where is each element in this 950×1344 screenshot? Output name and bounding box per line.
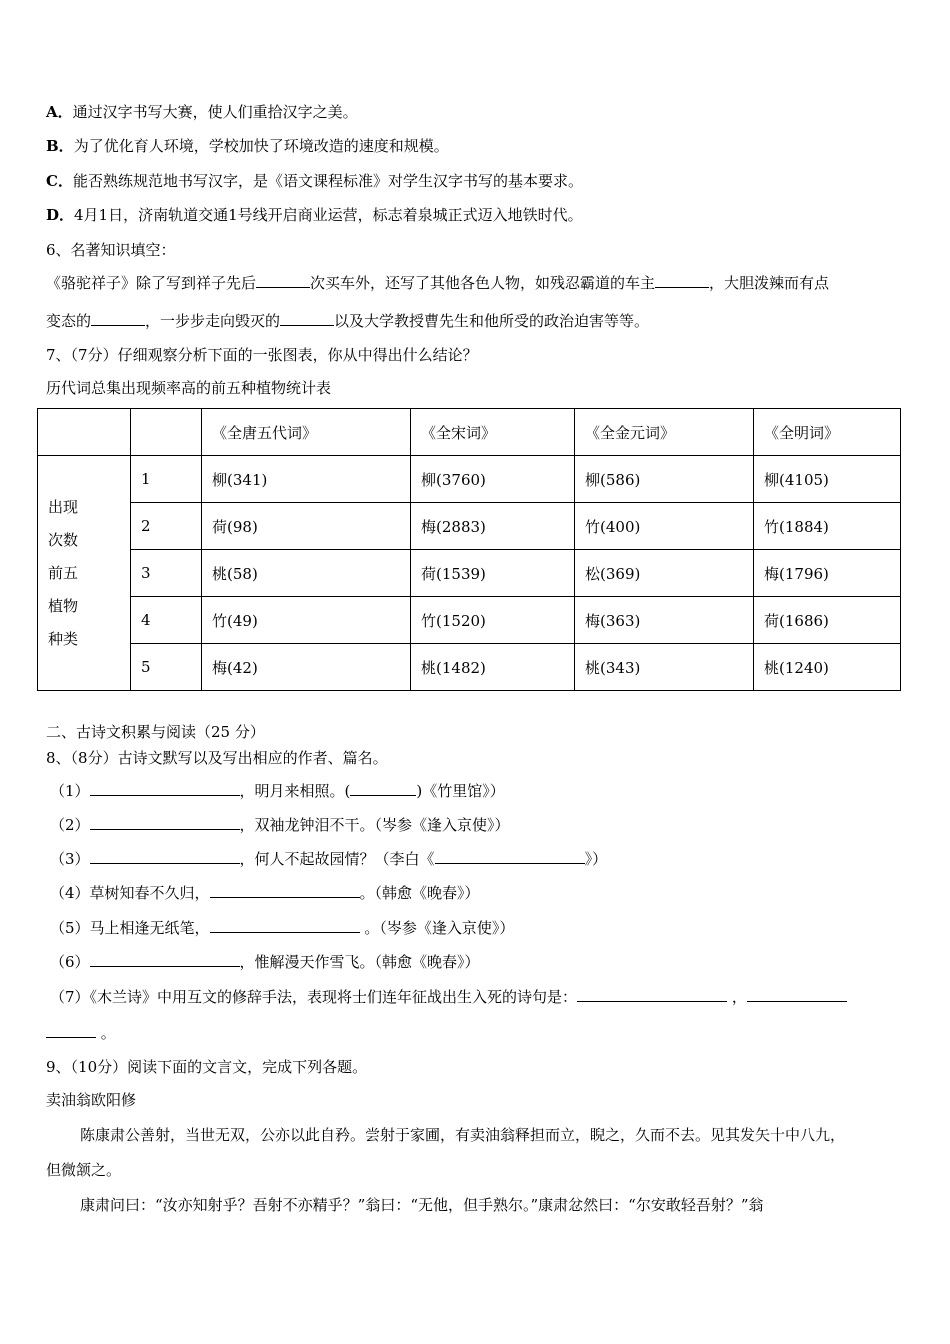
cell: 2 — [131, 503, 202, 550]
cell: 3 — [131, 550, 202, 597]
cell: 桃(1240) — [754, 644, 901, 691]
q6-line1 — [46, 273, 829, 293]
table-row — [38, 550, 901, 597]
blank[interactable] — [90, 849, 240, 864]
text: ，明月来相照。( — [239, 782, 351, 800]
side-text: 植物 — [48, 596, 79, 615]
cell: 梅(2883) — [411, 503, 575, 550]
text: 次买车外，还写了其他各色人物，如残忍霸道的车主 — [310, 274, 656, 292]
option-text: 能否熟练规范地书写汉字，是《语文课程标准》对学生汉字书写的基本要求。 — [72, 172, 583, 190]
text: 。（岑参《逢入京使》） — [359, 919, 515, 937]
item-number: （7）《木兰诗》中用互文的修辞手法，表现将士们连年征战出生入死的诗句是： — [50, 988, 578, 1006]
side-text: 出现 — [48, 497, 79, 516]
text: 以及大学教授曹先生和他所受的政治迫害等等。 — [334, 312, 650, 330]
item-number: （2） — [50, 816, 90, 834]
cell: 竹(49) — [202, 597, 411, 644]
blank[interactable] — [577, 987, 727, 1002]
header-cell — [131, 409, 202, 456]
cell: 竹(400) — [575, 503, 754, 550]
text: 。（韩愈《晚春》） — [359, 884, 480, 902]
cell: 竹(1884) — [754, 503, 901, 550]
q6-line2 — [46, 311, 649, 331]
cell: 桃(58) — [202, 550, 411, 597]
option-label: D． — [46, 206, 75, 224]
text: ，何人不起故园情？（李白《 — [239, 850, 435, 868]
blank[interactable] — [350, 781, 416, 796]
blank[interactable] — [90, 952, 240, 967]
q8-item-1 — [50, 781, 505, 801]
cell: 荷(98) — [202, 503, 411, 550]
item-number: （1） — [50, 782, 90, 800]
q8-item-5 — [50, 918, 514, 938]
passage-paragraph-cont: 但微颔之。 — [46, 1161, 122, 1179]
option-label: A． — [46, 103, 73, 121]
q8-title: 8、（8分）古诗文默写以及写出相应的作者、篇名。 — [46, 749, 388, 767]
item-number: （5）马上相逢无纸笔， — [50, 919, 210, 937]
passage-title: 卖油翁欧阳修 — [46, 1091, 137, 1109]
side-text: 种类 — [48, 629, 79, 648]
text: 变态的 — [46, 312, 92, 330]
option-d — [46, 205, 583, 225]
text: ，大胆泼辣而有点 — [709, 274, 830, 292]
passage-paragraph: 康肃问曰：“汝亦知射乎？吾射不亦精乎？”翁曰：“无他，但手熟尔。”康肃忿然曰：“尔安敢轻吾射？”翁 — [80, 1196, 764, 1214]
cell: 松(369) — [575, 550, 754, 597]
header-cell — [38, 409, 131, 456]
option-label: C． — [46, 172, 73, 190]
cell: 柳(3760) — [411, 456, 575, 503]
q8-item-7-cont — [46, 1023, 116, 1043]
cell: 梅(42) — [202, 644, 411, 691]
blank[interactable] — [256, 273, 310, 288]
text: 。 — [96, 1024, 116, 1042]
cell: 梅(363) — [575, 597, 754, 644]
cell: 桃(1482) — [411, 644, 575, 691]
table-row — [38, 456, 901, 503]
q8-item-3 — [50, 849, 607, 869]
text: )《竹里馆》） — [416, 782, 505, 800]
header-cell: 《全唐五代词》 — [202, 409, 411, 456]
item-number: （4）草树知春不久归， — [50, 884, 210, 902]
blank[interactable] — [91, 311, 145, 326]
cell: 柳(586) — [575, 456, 754, 503]
passage-paragraph: 陈康肃公善射，当世无双，公亦以此自矜。尝射于家圃，有卖油翁释担而立，睨之，久而不去。见其发矢十中八九， — [80, 1126, 846, 1144]
q8-item-4 — [50, 883, 480, 903]
text: 》） — [584, 850, 608, 868]
option-c — [46, 171, 583, 191]
plant-stats-table — [37, 408, 901, 691]
cell: 荷(1686) — [754, 597, 901, 644]
side-text: 前五 — [48, 563, 79, 582]
cell: 竹(1520) — [411, 597, 575, 644]
option-a — [46, 102, 358, 122]
option-label: B． — [46, 137, 74, 155]
blank[interactable] — [46, 1023, 96, 1038]
header-cell: 《全金元词》 — [575, 409, 754, 456]
q8-item-6 — [50, 952, 480, 972]
blank[interactable] — [655, 273, 709, 288]
blank[interactable] — [435, 849, 585, 864]
table-row — [38, 597, 901, 644]
cell: 柳(4105) — [754, 456, 901, 503]
cell: 1 — [131, 456, 202, 503]
cell: 荷(1539) — [411, 550, 575, 597]
cell: 5 — [131, 644, 202, 691]
cell: 梅(1796) — [754, 550, 901, 597]
blank[interactable] — [210, 883, 360, 898]
option-b — [46, 136, 449, 156]
cell: 桃(343) — [575, 644, 754, 691]
text: ，一步步走向毁灭的 — [145, 312, 281, 330]
text: 《骆驼祥子》除了写到祥子先后 — [46, 274, 257, 292]
q7-title: 7、（7分）仔细观察分析下面的一张图表，你从中得出什么结论？ — [46, 346, 478, 364]
q8-item-2 — [50, 815, 510, 835]
q6-title: 6、名著知识填空： — [46, 241, 176, 259]
option-text: 4月1日，济南轨道交通1号线开启商业运营，标志着泉城正式迈入地铁时代。 — [74, 206, 583, 224]
option-text: 为了优化育人环境，学校加快了环境改造的速度和规模。 — [73, 137, 449, 155]
text: ，双袖龙钟泪不干。（岑参《逢入京使》） — [239, 816, 510, 834]
q9-title: 9、（10分）阅读下面的文言文，完成下列各题。 — [46, 1058, 368, 1076]
side-text: 次数 — [48, 530, 79, 549]
table-header-row — [38, 409, 901, 456]
section-2-heading: 二、古诗文积累与阅读（25 分） — [46, 723, 265, 741]
blank[interactable] — [90, 815, 240, 830]
table-title: 历代词总集出现频率高的前五种植物统计表 — [46, 379, 332, 397]
cell: 4 — [131, 597, 202, 644]
side-label — [38, 456, 131, 691]
text: ， — [727, 988, 747, 1006]
blank[interactable] — [280, 311, 334, 326]
table-row — [38, 644, 901, 691]
q8-item-7 — [50, 987, 847, 1007]
item-number: （6） — [50, 953, 90, 971]
option-text: 通过汉字书写大赛，使人们重拾汉字之美。 — [72, 103, 358, 121]
text: ，惟解漫天作雪飞。（韩愈《晚春》） — [239, 953, 480, 971]
header-cell: 《全明词》 — [754, 409, 901, 456]
table-row — [38, 503, 901, 550]
blank[interactable] — [747, 987, 847, 1002]
blank[interactable] — [210, 918, 360, 933]
cell: 柳(341) — [202, 456, 411, 503]
blank[interactable] — [90, 781, 240, 796]
header-cell: 《全宋词》 — [411, 409, 575, 456]
item-number: （3） — [50, 850, 90, 868]
